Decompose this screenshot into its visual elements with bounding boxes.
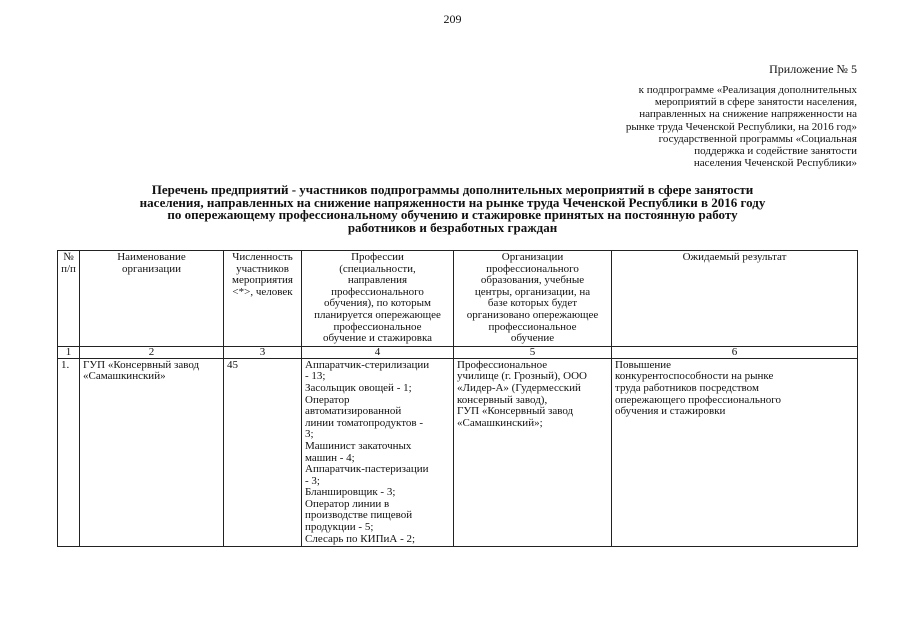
profession-line: Аппаратчик-стерилизации [305, 358, 430, 371]
header-line: обучения), по которым [324, 297, 431, 310]
header-line: № [63, 251, 74, 263]
header-line: участников [236, 262, 289, 275]
profession-line: Бланшировщик - 3; [305, 486, 396, 499]
profession-line: 3; [305, 428, 314, 441]
profession-line: Машинист закаточных [305, 439, 412, 452]
table-header-row [58, 251, 858, 347]
header-line: профессиональное [333, 320, 422, 333]
profession-line: автоматизированной [305, 405, 402, 418]
header-organization [80, 251, 224, 347]
document-title-line: населения, направленных на снижение напряженности на рынке труда Чеченской Республики в 2016 году [139, 194, 766, 210]
header-expected-result [612, 251, 858, 347]
training-org-line: училище (г. Грозный), ООО [457, 370, 588, 383]
profession-line: Засольщик овощей - 1; [305, 381, 412, 394]
professions-cell [302, 358, 454, 547]
organization-line: «Самашкинский» [83, 370, 166, 383]
organization-cell [80, 358, 224, 547]
organization-line: ГУП «Консервный завод [83, 358, 200, 371]
appendix-reference-line: населения Чеченской Республики» [693, 157, 857, 170]
column-number: 3 [224, 346, 302, 358]
document-title [110, 184, 795, 234]
header-number [58, 251, 80, 347]
row-number: 1. [58, 358, 80, 547]
header-professions [302, 251, 454, 347]
participants-cell: 45 [224, 358, 302, 547]
appendix-title: Приложение № 5 [769, 62, 857, 76]
expected-result-line: труда работников посредством [615, 381, 759, 394]
header-line: профессионального [331, 285, 424, 298]
header-line: Профессии [351, 251, 404, 263]
profession-line: продукции - 5; [305, 521, 374, 534]
header-line: (специальности, [339, 262, 416, 275]
document-title-line: по опережающему профессиональному обучению и стажировке принятых на постоянную работу [167, 207, 738, 223]
expected-result-line: опережающего профессионального [615, 393, 782, 406]
column-number: 2 [80, 346, 224, 358]
appendix-reference [567, 84, 857, 169]
header-line: п/п [61, 262, 76, 275]
column-number: 1 [58, 346, 80, 358]
profession-line: Аппаратчик-пастеризации [305, 463, 429, 476]
expected-result-cell [612, 358, 858, 547]
training-org-line: консервный завод), [457, 393, 548, 406]
training-org-line: Профессиональное [457, 358, 548, 371]
column-number: 6 [612, 346, 858, 358]
header-line: планируется опережающее [314, 308, 441, 321]
document-title-line: Перечень предприятий - участников подпрограммы дополнительных мероприятий в сфере занятости [151, 182, 754, 197]
header-line: организации [121, 262, 182, 275]
header-line: центры, организации, на [474, 285, 591, 298]
header-line: профессиональное [488, 320, 577, 333]
profession-line: - 13; [305, 370, 326, 383]
header-line: профессионального [486, 262, 579, 275]
expected-result-line: Повышение [615, 358, 672, 371]
profession-line: - 3; [305, 474, 320, 487]
training-org-line: ГУП «Консервный завод [457, 405, 574, 418]
header-participants [224, 251, 302, 347]
training-organizations-cell [454, 358, 612, 547]
header-line: организовано опережающее [466, 308, 599, 321]
training-org-line: «Самашкинский»; [457, 416, 543, 429]
header-line: образования, учебные [480, 274, 585, 287]
header-line: обучение [510, 332, 555, 345]
appendix-reference-line: поддержка и содействие занятости [694, 145, 857, 158]
appendix-reference-line: направленных на снижение напряженности на [639, 108, 857, 121]
header-line: Наименование [117, 251, 186, 263]
header-line: Ожидаемый результат [682, 251, 787, 263]
column-number: 4 [302, 346, 454, 358]
appendix-reference-line: к подпрограмме «Реализация дополнительных [638, 84, 857, 96]
profession-line: Слесарь по КИПиА - 2; [305, 532, 416, 545]
appendix-reference-line: государственной программы «Социальная [658, 132, 857, 145]
document-title-line: работников и безработных граждан [347, 219, 558, 235]
training-org-line: «Лидер-А» (Гудермесский [457, 381, 581, 394]
header-line: базе которых будет [487, 297, 578, 310]
appendix-reference-line: мероприятий в сфере занятости населения, [654, 96, 857, 109]
appendix-reference-line: рынке труда Чеченской Республики, на 2016 год» [625, 120, 857, 133]
column-number-row [58, 346, 858, 358]
header-line: обучение и стажировка [322, 332, 433, 345]
page-number: 209 [443, 12, 462, 26]
profession-line: машин - 4; [305, 451, 355, 464]
expected-result-line: обучения и стажировки [615, 405, 726, 418]
expected-result-line: конкурентоспособности на рынке [615, 370, 774, 383]
header-training-organizations [454, 251, 612, 347]
profession-line: Оператор [305, 393, 350, 406]
header-line: <*>, человек [232, 285, 293, 298]
header-line: мероприятия [232, 274, 293, 287]
column-number: 5 [454, 346, 612, 358]
profession-line: Оператор линии в [305, 497, 390, 510]
table-row [58, 358, 858, 547]
header-line: направления [347, 274, 408, 287]
profession-line: линии томатопродуктов - [305, 416, 424, 429]
header-line: Численность [232, 251, 293, 263]
header-line: Организации [501, 251, 564, 263]
enterprises-table [57, 250, 858, 547]
profession-line: производстве пищевой [305, 509, 413, 522]
